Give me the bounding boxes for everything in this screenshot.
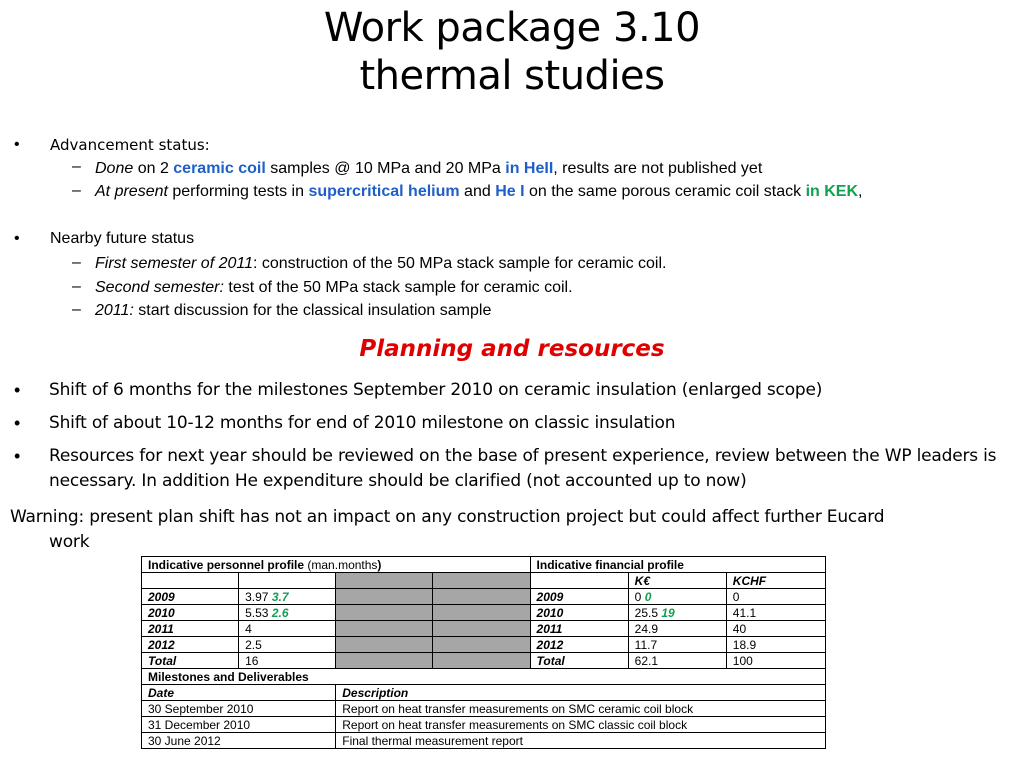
pm-cell	[239, 589, 336, 605]
pm-value: 16	[245, 653, 259, 668]
milestone-row	[142, 733, 826, 749]
milestones-header-row	[142, 669, 826, 685]
table-cell	[530, 573, 628, 589]
warning-line-1: Warning: present plan shift has not an impact on any construction project but could affect further Eucard	[10, 507, 885, 527]
table-cell	[433, 637, 530, 653]
pm-cell	[239, 653, 336, 669]
done-text-3: , results are not published yet	[553, 160, 763, 177]
table-row	[142, 605, 826, 621]
future-label: Nearby future status	[50, 230, 195, 247]
planning-bullet: Shift of about 10-12 months for end of 2010 milestone on classic insulation	[49, 413, 676, 433]
future-item	[95, 277, 1005, 299]
keur-cell	[628, 605, 726, 621]
ceramic-coil-highlight: ceramic coil	[173, 160, 266, 177]
keur-cell	[628, 589, 726, 605]
personnel-unit: man.months	[311, 557, 378, 572]
title-line-1: Work package 3.10	[323, 5, 701, 51]
table-cell	[433, 653, 530, 669]
warning-line-2: work	[49, 532, 90, 552]
title-line-2: thermal studies	[359, 53, 665, 99]
future-item	[95, 300, 1005, 322]
future-item-em: First semester of 2011	[95, 255, 253, 272]
table-subheader-row	[142, 573, 826, 589]
keur-cell	[628, 621, 726, 637]
milestone-date: 30 September 2010	[142, 701, 336, 717]
kchf-cell: 18.9	[726, 637, 825, 653]
table-header-row	[142, 557, 826, 573]
col-description: Description	[336, 685, 826, 701]
table-cell	[433, 621, 530, 637]
table-cell	[336, 621, 433, 637]
pm-extra: 2.6	[271, 605, 289, 620]
col-date: Date	[142, 685, 336, 701]
planning-bullet: Resources for next year should be reviewed on the base of present experience, review between the WP leaders is necessary. In addition He expenditure should be clarified (not accounted up to now)	[49, 446, 997, 491]
present-text-2: and	[459, 183, 496, 200]
advancement-item-done	[95, 158, 1005, 180]
planning-heading: Planning and resources	[359, 336, 665, 362]
pm-cell	[239, 621, 336, 637]
he-i-highlight: He I	[495, 183, 525, 200]
col-keur: K€	[628, 573, 726, 589]
done-em: Done	[95, 160, 134, 177]
dash-icon: –	[72, 278, 81, 295]
future-item-text: : construction of the 50 MPa stack sample for ceramic coil.	[252, 255, 667, 272]
milestone-description: Report on heat transfer measurements on SMC classic coil block	[336, 717, 826, 733]
present-text-1: performing tests in	[167, 183, 309, 200]
table-cell	[433, 573, 530, 589]
bullet-icon: •	[14, 446, 21, 466]
advancement-label: Advancement status:	[50, 136, 210, 154]
in-heii-highlight: in HeII	[505, 160, 554, 177]
fin-year-cell: 2010	[530, 605, 628, 621]
milestone-row	[142, 701, 826, 717]
dash-icon: –	[72, 254, 81, 271]
keur-value: 11.7	[634, 637, 658, 652]
personnel-header-label: Indicative personnel profile	[148, 557, 305, 572]
fin-year-cell: 2011	[530, 621, 628, 637]
col-kchf: KCHF	[726, 573, 825, 589]
keur-extra: 0	[644, 589, 652, 604]
year-cell: 2010	[142, 605, 239, 621]
kchf-cell: 41.1	[726, 605, 825, 621]
future-item-em: 2011:	[95, 302, 134, 319]
table-row	[142, 637, 826, 653]
bullet-icon: •	[14, 230, 20, 247]
kchf-cell: 40	[726, 621, 825, 637]
table-cell	[336, 573, 433, 589]
supercritical-helium-highlight: supercritical helium	[308, 183, 460, 200]
keur-value: 25.5	[634, 605, 659, 620]
warning-text	[10, 505, 1010, 555]
personnel-header	[142, 557, 531, 573]
table-cell	[336, 589, 433, 605]
milestone-date: 31 December 2010	[142, 717, 336, 733]
pm-cell	[239, 605, 336, 621]
present-text-3: on the same porous ceramic coil stack	[524, 183, 806, 200]
milestone-date: 30 June 2012	[142, 733, 336, 749]
milestone-description: Final thermal measurement report	[336, 733, 826, 749]
kchf-cell: 100	[726, 653, 825, 669]
in-kek-highlight: in KEK	[805, 183, 859, 200]
bullet-icon: •	[14, 413, 21, 433]
pm-value: 5.53	[245, 605, 269, 620]
table-row	[142, 621, 826, 637]
table-cell	[433, 589, 530, 605]
financial-header: Indicative financial profile	[530, 557, 825, 573]
table-cell	[142, 573, 239, 589]
personnel-unit-close: )	[377, 557, 382, 572]
planning-bullet: Shift of 6 months for the milestones September 2010 on ceramic insulation (enlarged scope)	[49, 380, 823, 400]
pm-extra: 3.7	[271, 589, 289, 604]
milestone-row	[142, 717, 826, 733]
done-text-2: samples @ 10 MPa and 20 MPa	[265, 160, 506, 177]
table-cell	[433, 605, 530, 621]
year-cell: 2009	[142, 589, 239, 605]
dash-icon: –	[72, 182, 81, 199]
keur-extra: 19	[661, 605, 675, 620]
fin-year-cell: 2009	[530, 589, 628, 605]
pm-value: 4	[245, 621, 252, 636]
milestones-col-row	[142, 685, 826, 701]
table-row-total	[142, 653, 826, 669]
keur-value: 0	[634, 589, 642, 604]
bullet-icon: •	[14, 136, 20, 153]
future-item	[95, 253, 1005, 275]
keur-value: 62.1	[634, 653, 659, 668]
pm-value: 3.97	[245, 589, 269, 604]
slide-title	[0, 4, 1024, 100]
table-cell	[336, 605, 433, 621]
advancement-item-present	[95, 181, 1005, 203]
kchf-cell: 0	[726, 589, 825, 605]
table-cell	[336, 653, 433, 669]
future-item-text: start discussion for the classical insulation sample	[133, 302, 492, 319]
milestones-header: Milestones and Deliverables	[142, 669, 826, 685]
fin-year-cell: Total	[530, 653, 628, 669]
pm-value: 2.5	[245, 637, 262, 652]
keur-cell	[628, 637, 726, 653]
milestone-description: Report on heat transfer measurements on SMC ceramic coil block	[336, 701, 826, 717]
year-cell: 2012	[142, 637, 239, 653]
present-text-4: ,	[858, 183, 863, 200]
done-text-1: on 2	[133, 160, 174, 177]
future-item-em: Second semester:	[95, 279, 224, 296]
year-cell: 2011	[142, 621, 239, 637]
dash-icon: –	[72, 301, 81, 318]
future-item-text: test of the 50 MPa stack sample for ceramic coil.	[223, 279, 573, 296]
year-cell: Total	[142, 653, 239, 669]
fin-year-cell: 2012	[530, 637, 628, 653]
table-row	[142, 589, 826, 605]
table-cell	[239, 573, 336, 589]
personnel-unit-open: (	[304, 557, 312, 572]
present-em: At present	[95, 183, 168, 200]
dash-icon: –	[72, 158, 81, 175]
table-cell	[336, 637, 433, 653]
bullet-icon: •	[14, 380, 21, 400]
keur-value: 24.9	[634, 621, 659, 636]
keur-cell	[628, 653, 726, 669]
pm-cell	[239, 637, 336, 653]
resources-table	[141, 556, 826, 749]
